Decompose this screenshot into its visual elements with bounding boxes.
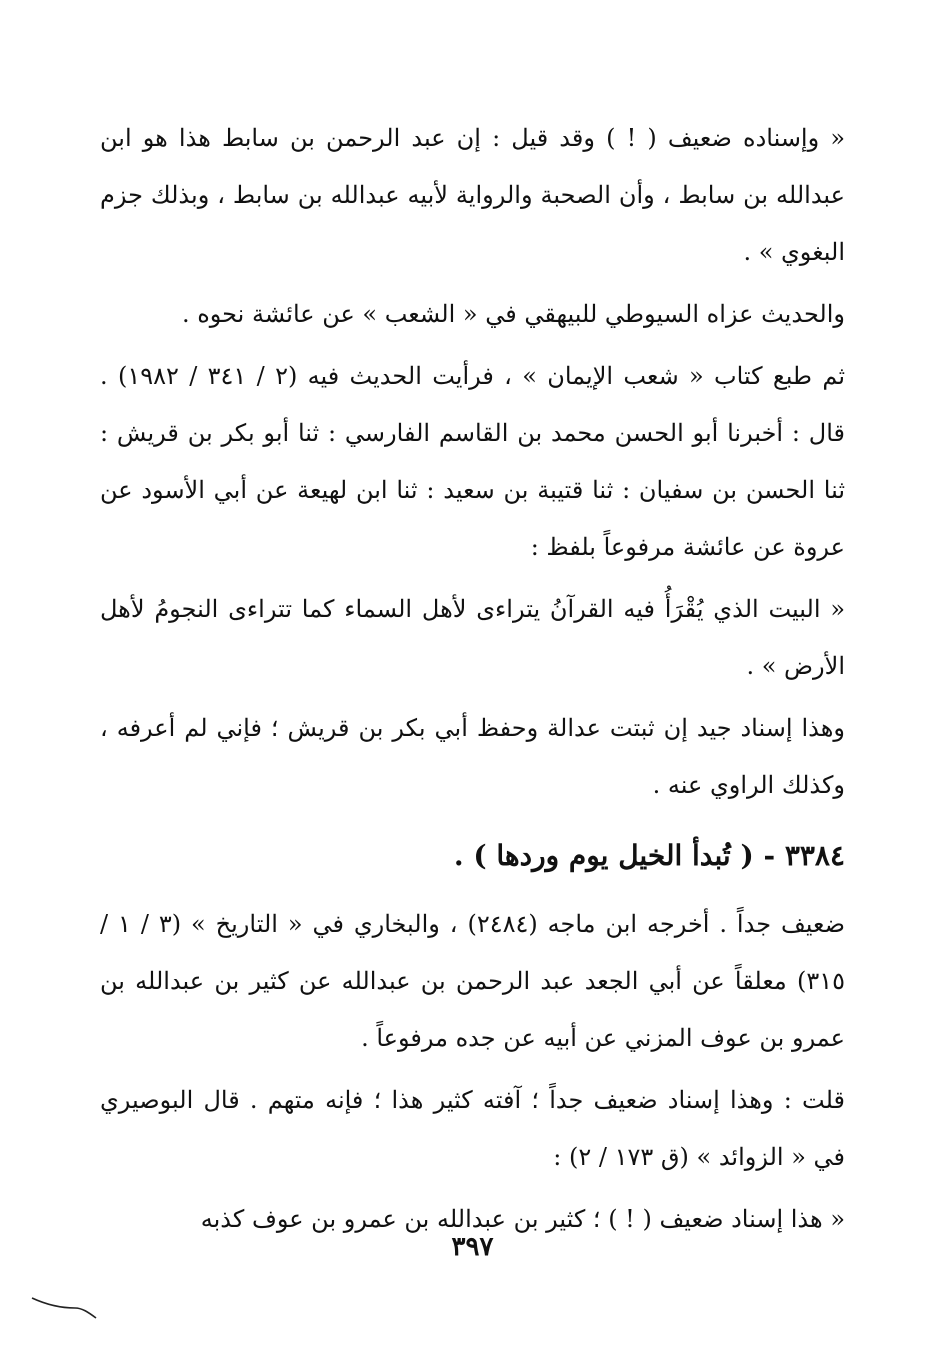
- hadith-heading: ٣٣٨٤ - ( تُبدأ الخيل يوم وردها ) .: [453, 839, 845, 872]
- paragraph-3: ثم طبع كتاب « شعب الإيمان » ، فرأيت الحديث فيه (٢ / ٣٤١ / ١٩٨٢) . قال : أخبرنا أبو الحسن محمد بن القاسم الفارسي : ثنا أبو بكر بن قريش : ثنا الحسن بن سفيان : ثنا قتيبة بن سعيد : ثنا ابن لهيعة عن أبي الأسود عن عروة عن عائشة مرفوعاً بلفظ :: [100, 362, 846, 561]
- page-number: ٣٩٧: [451, 1232, 494, 1262]
- paragraph-6: ضعيف جداً . أخرجه ابن ماجه (٢٤٨٤) ، والبخاري في « التاريخ » (٣ / ١ / ٣١٥) معلقاً عن أبي الجعد عبد الرحمن بن عبدالله عن كثير بن عبدالله بن عمرو بن عوف المزني عن أبيه عن جده مرفوعاً .: [100, 910, 845, 1052]
- paragraph-8: « هذا إسناد ضعيف ( ! ) ؛ كثير بن عبدالله بن عمرو بن عوف كذبه: [200, 1205, 845, 1233]
- paragraph-2: والحديث عزاه السيوطي للبيهقي في « الشعب » عن عائشة نحوه .: [181, 300, 845, 328]
- paragraph-4: « البيت الذي يُقْرَأُ فيه القرآنُ يتراءى لأهل السماء كما تتراءى النجومُ لأهل الأرض » .: [100, 595, 845, 680]
- page-body: [100, 110, 845, 1253]
- paragraph-1: « وإسناده ضعيف ( ! ) وقد قيل : إن عبد الرحمن بن سابط هذا هو ابن عبدالله بن سابط ، وأن الصحبة والرواية لأبيه عبدالله بن سابط ، وبذلك جزم البغوي » .: [100, 124, 845, 266]
- paragraph-7: قلت : وهذا إسناد ضعيف جداً ؛ آفته كثير هذا ؛ فإنه متهم . قال البوصيري في « الزوائد » (ق ١٧٣ / ٢) :: [100, 1086, 845, 1171]
- paragraph-5: وهذا إسناد جيد إن ثبتت عدالة وحفظ أبي بكر بن قريش ؛ فإني لم أعرفه ، وكذلك الراوي عنه .: [100, 714, 845, 799]
- pen-stroke-mark: [30, 1290, 100, 1330]
